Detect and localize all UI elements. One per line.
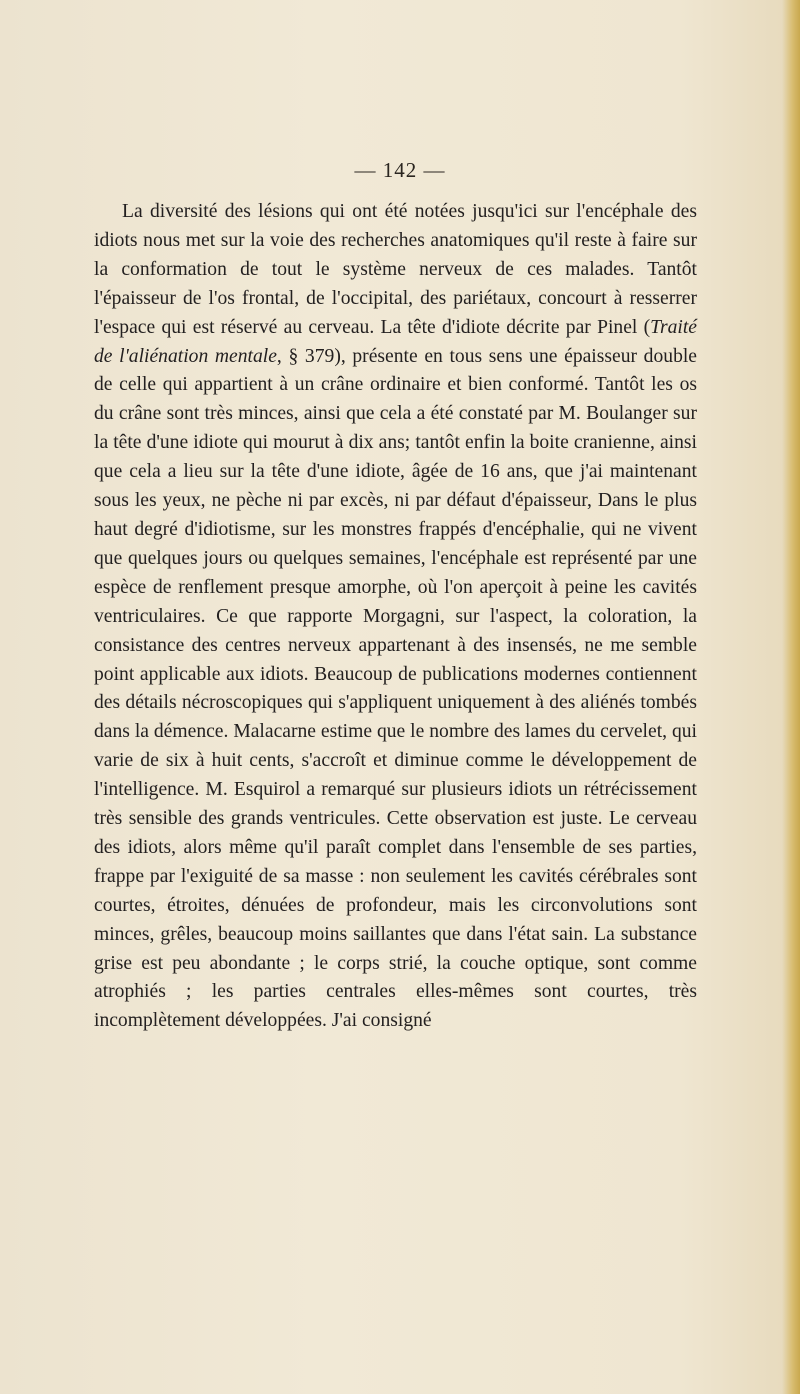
body-paragraph bbox=[94, 198, 697, 1036]
paragraph-text-start: La diversité des lésions qui ont été notées jusqu'ici sur l'encéphale des idiots nous met sur la voie des recherches anatomiques qu'il reste à faire sur la conformation de tout le système nerveux de ces malades. Tantôt l'épaisseur de l'os frontal, de l'occipital, des pariétaux, concourt à resserrer l'espace qui est réservé au cerveau. La tête d'idiote décrite par Pinel ( bbox=[94, 201, 697, 338]
paragraph-text-rest: , § 379), présente en tous sens une épaisseur double de celle qui appartient à un crâne ordinaire et bien conformé. Tantôt les os du crâne sont très minces, ainsi que cela a été constaté par M. Boulanger sur la tête d'une idiote qui mourut à dix ans; tantôt enfin la boite cranienne, ainsi que cela a lieu sur la tête d'une idiote, âgée de 16 ans, que j'ai maintenant sous les yeux, ne pèche ni par excès, ni par défaut d'épaisseur, Dans le plus haut degré d'idiotisme, sur les monstres frappés d'encéphalie, qui ne vivent que quelques jours ou quelques semaines, l'encéphale est représenté par une espèce de renflement presque amorphe, où l'on aperçoit à peine les cavités ventriculaires. Ce que rapporte Morgagni, sur l'aspect, la coloration, la consistance des centres nerveux appartenant à des insensés, ne me semble point applicable aux idiots. Beaucoup de publications modernes contiennent des détails nécroscopiques qui s'appliquent uniquement à des aliénés tombés dans la démence. Malacarne estime que le nombre des lames du cervelet, qui varie de six à huit cents, s'accroît et diminue comme le développement de l'intelligence. M. Esquirol a remarqué sur plusieurs idiots un rétrécissement très sensible des grands ventricules. Cette observation est juste. Le cerveau des idiots, alors même qu'il paraît complet dans l'ensemble de ses parties, frappe par l'exiguité de sa masse : non seulement les cavités cérébrales sont courtes, étroites, dénuées de profondeur, mais les circonvolutions sont minces, grêles, beaucoup moins saillantes que dans l'état sain. La substance grise est peu abondante ; le corps strié, la couche optique, sont comme atrophiés ; les parties centrales elles-mêmes sont courtes, très incomplètement développées. J'ai consigné bbox=[94, 345, 698, 1032]
page-edge-discoloration bbox=[782, 0, 800, 1394]
citation-title: Traité de l'aliénation mentale bbox=[94, 316, 697, 367]
page-number: — 142 — bbox=[354, 158, 446, 182]
